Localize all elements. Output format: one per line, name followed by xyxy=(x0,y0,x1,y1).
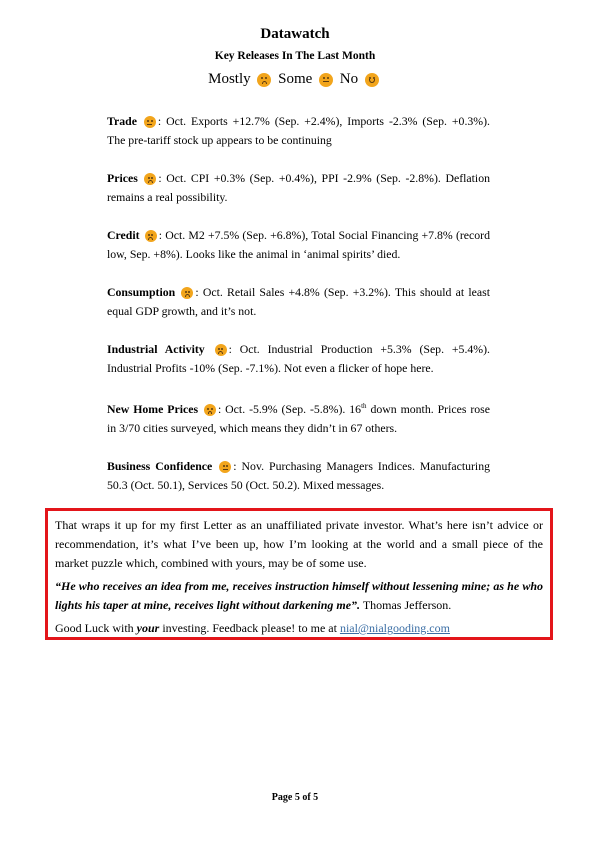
sad-face-icon xyxy=(181,287,193,299)
section-text-before: : Oct. -5.9% (Sep. -5.8%). 16 xyxy=(217,401,362,416)
section-label: Business Confidence xyxy=(107,458,213,473)
section-text: : Oct. M2 +7.5% (Sep. +6.8%), Total Social Financing +7.8% (record low, Sep. +8%). Looks like the animal in ‘animal spirits’ died. xyxy=(107,228,490,261)
section-label: New Home Prices xyxy=(107,401,199,416)
closing-note-box xyxy=(45,508,553,640)
sad-face-icon xyxy=(145,230,157,242)
neutral-face-icon xyxy=(144,116,156,128)
email-link[interactable]: nial@nialgooding.com xyxy=(339,621,450,635)
sad-face-icon xyxy=(144,173,156,185)
sad-face-icon xyxy=(215,344,227,356)
section-text: : Oct. Exports +12.7% (Sep. +2.4%), Imports -2.3% (Sep. +0.3%). The pre-tariff stock up appears to be continuing xyxy=(107,114,490,147)
section-prices xyxy=(107,169,490,207)
page-subtitle: Key Releases In The Last Month xyxy=(214,50,376,62)
section-label: Credit xyxy=(107,228,140,242)
section-credit xyxy=(107,226,490,264)
sentiment-legend xyxy=(0,71,590,88)
section-text: : Nov. Purchasing Managers Indices. Manufacturing 50.3 (Oct. 50.1), Services 50 (Oct. 50.2). Mixed messages. xyxy=(107,458,490,492)
section-label: Consumption xyxy=(107,285,176,299)
happy-face-icon xyxy=(365,73,379,87)
section-trade xyxy=(107,112,490,150)
section-text: : Oct. Industrial Production +5.3% (Sep. +5.4%). Industrial Profits -10% (Sep. -7.1%). Not even a flicker of hope here. xyxy=(107,342,491,375)
section-text: down month. Prices rose in 3/70 cities surveyed, which means they didn’t in 67 others. xyxy=(107,401,491,435)
section-label: Trade xyxy=(107,114,137,128)
section-industrial-activity xyxy=(107,340,490,378)
section-text: : Oct. Retail Sales +4.8% (Sep. +3.2%). This should at least equal GDP growth, and it’s not. xyxy=(107,285,490,318)
legend-no: No xyxy=(339,71,359,88)
jefferson-quote: “He who receives an idea from me, receives instruction himself without lessening mine; as he who lights his taper at mine, receives light without darkening me”. xyxy=(55,579,543,612)
section-business-confidence xyxy=(107,457,490,495)
legend-mostly: Mostly xyxy=(208,71,251,88)
quote-paragraph xyxy=(55,577,543,615)
legend-some: Some xyxy=(278,71,313,88)
sad-face-icon xyxy=(204,404,216,416)
page-number: Page 5 of 5 xyxy=(271,792,319,803)
neutral-face-icon xyxy=(319,73,333,87)
section-new-home-prices xyxy=(107,397,490,438)
key-releases-list xyxy=(107,112,490,495)
closing-intro: That wraps it up for my first Letter as an unaffiliated private investor. What’s here isn’t advice or recommendation, it’s what I’ve been up, how I’m looking at the world and a small piece of the market puzzle which, combined with yours, may be of some use. xyxy=(55,518,543,570)
quote-author: Thomas Jefferson. xyxy=(360,598,452,612)
section-text: : Oct. CPI +0.3% (Sep. +0.4%), PPI -2.9% (Sep. -2.8%). Deflation remains a real possibility. xyxy=(107,171,490,204)
neutral-face-icon xyxy=(219,461,231,473)
superscript: th xyxy=(361,402,367,410)
section-label: Industrial Activity xyxy=(107,342,205,356)
section-consumption xyxy=(107,283,490,321)
closing-text-1: Good Luck with xyxy=(55,621,137,635)
page-title: Datawatch xyxy=(260,26,330,42)
closing-text-2: investing. Feedback please! to me at xyxy=(159,621,340,635)
closing-emphasis: your xyxy=(136,621,160,635)
section-label: Prices xyxy=(107,171,138,185)
sad-face-icon xyxy=(257,73,271,87)
closing-line xyxy=(55,619,543,638)
